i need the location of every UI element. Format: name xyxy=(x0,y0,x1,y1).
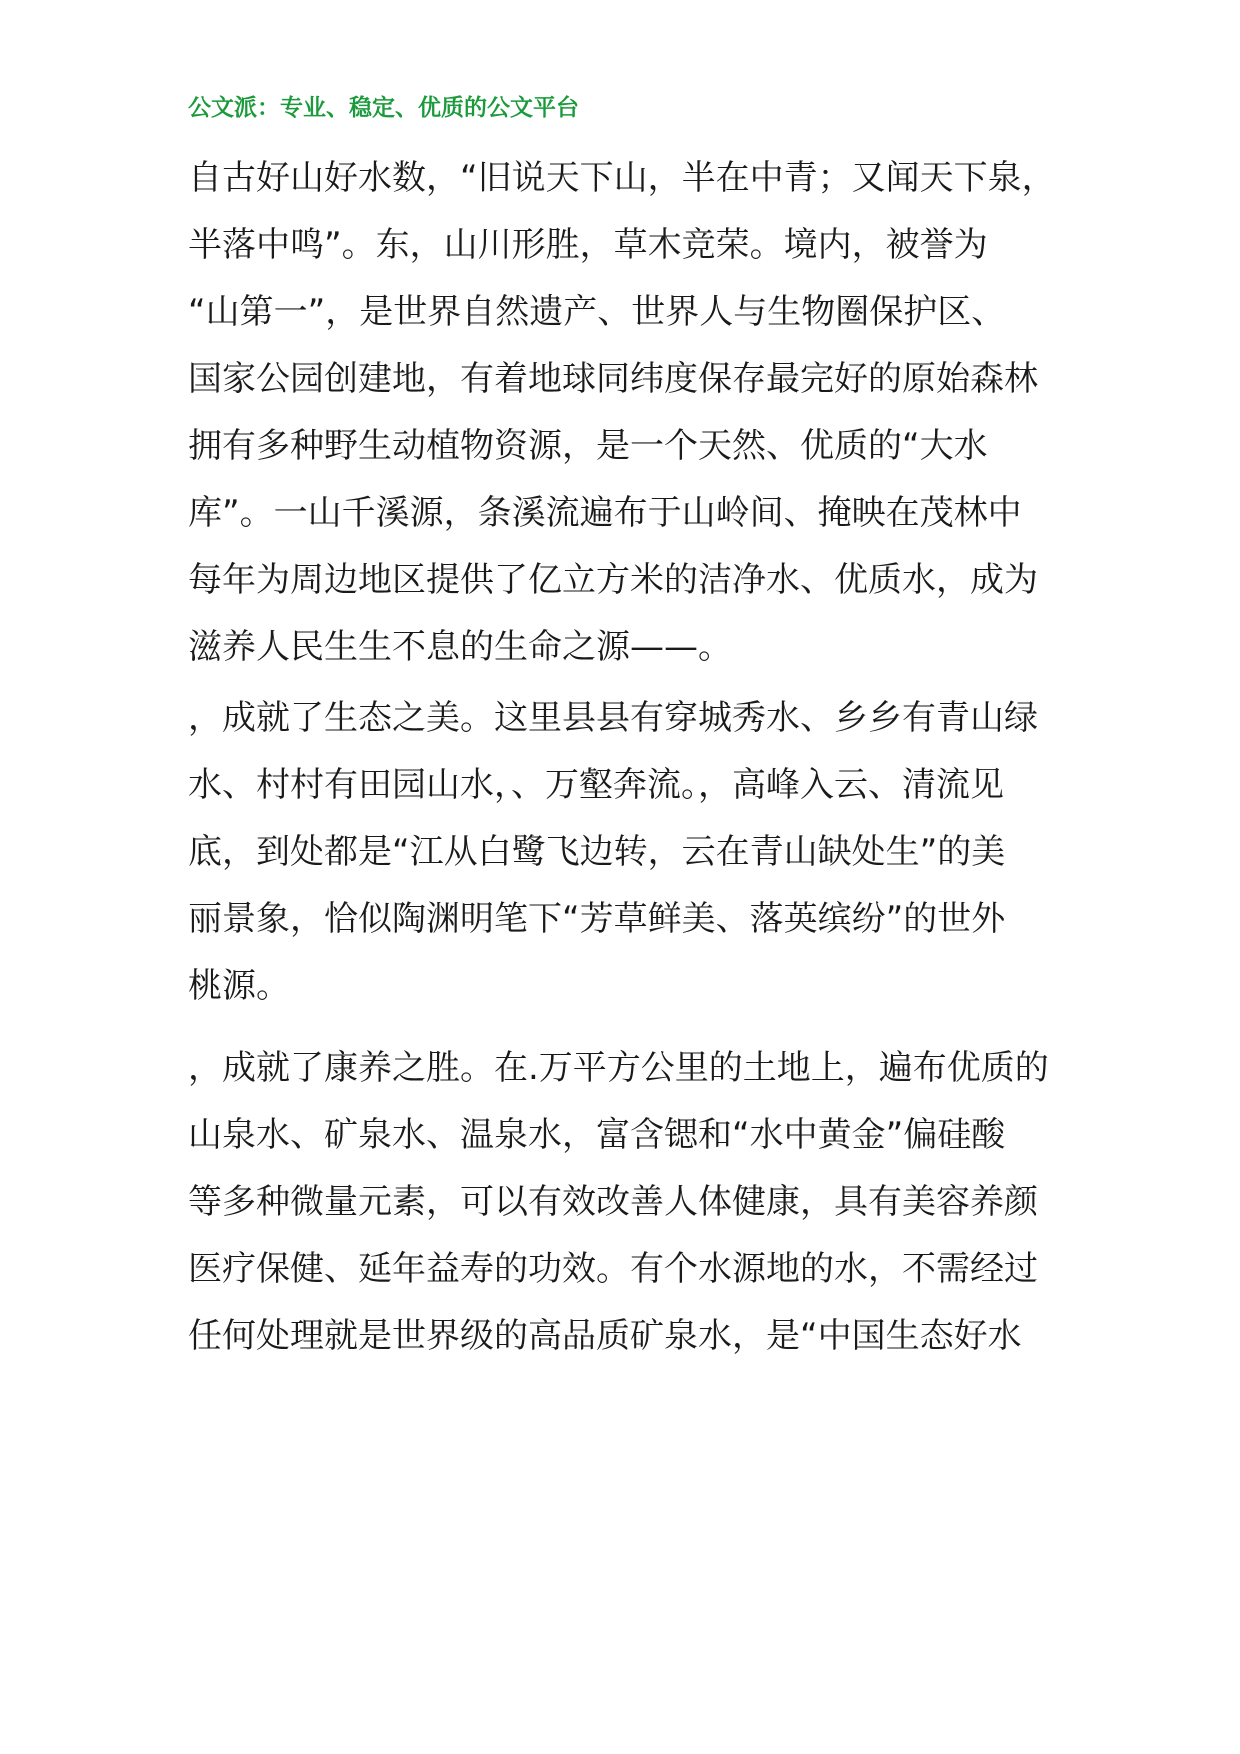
site-header: 公文派：专业、稳定、优质的公文平台 xyxy=(188,94,579,121)
text-line: 水、村村有田园山水，、万壑奔流。，高峰入云、清流见 xyxy=(188,765,1004,805)
text-line: 医疗保健、延年益寿的功效。有个水源地的水，不需经过 xyxy=(188,1249,1038,1289)
text-line: ，成就了康养之胜。在.万平方公里的土地上，遍布优质的 xyxy=(188,1048,1049,1088)
text-line: 自古好山好水数，“旧说天下山，半在中青；又闻天下泉， xyxy=(188,158,1056,198)
text-line: 每年为周边地区提供了亿立方米的洁净水、优质水，成为 xyxy=(188,560,1038,600)
text-line: 丽景象，恰似陶渊明笔下“芳草鲜美、落英缤纷”的世外 xyxy=(188,899,1006,939)
paragraph-1 xyxy=(188,148,1068,667)
paragraph-2 xyxy=(188,688,1068,1018)
text-line: 桃源。 xyxy=(188,966,290,1006)
text-line: 半落中鸣”。东，山川形胜，草木竞荣。境内，被誉为 xyxy=(188,225,988,265)
text-line: 任何处理就是世界级的高品质矿泉水，是“中国生态好水 xyxy=(188,1316,1022,1356)
text-line: “山第一”，是世界自然遗产、世界人与生物圈保护区、 xyxy=(188,292,1006,332)
text-line: 滋养人民生生不息的生命之源——。 xyxy=(188,627,732,667)
text-line: 拥有多种野生动植物资源，是一个天然、优质的“大水 xyxy=(188,426,988,466)
text-line: 底，到处都是“江从白鹭飞边转，云在青山缺处生”的美 xyxy=(188,832,1006,872)
text-line: 国家公园创建地，有着地球同纬度保存最完好的原始森林 xyxy=(188,359,1038,399)
paragraph-3 xyxy=(188,1038,1068,1368)
text-line: 等多种微量元素，可以有效改善人体健康，具有美容养颜 xyxy=(188,1182,1038,1222)
text-line: 山泉水、矿泉水、温泉水，富含锶和“水中黄金”偏硅酸 xyxy=(188,1115,1006,1155)
text-line: 库”。一山千溪源，条溪流遍布于山岭间、掩映在茂林中 xyxy=(188,493,1022,533)
text-line: ，成就了生态之美。这里县县有穿城秀水、乡乡有青山绿 xyxy=(188,698,1038,738)
